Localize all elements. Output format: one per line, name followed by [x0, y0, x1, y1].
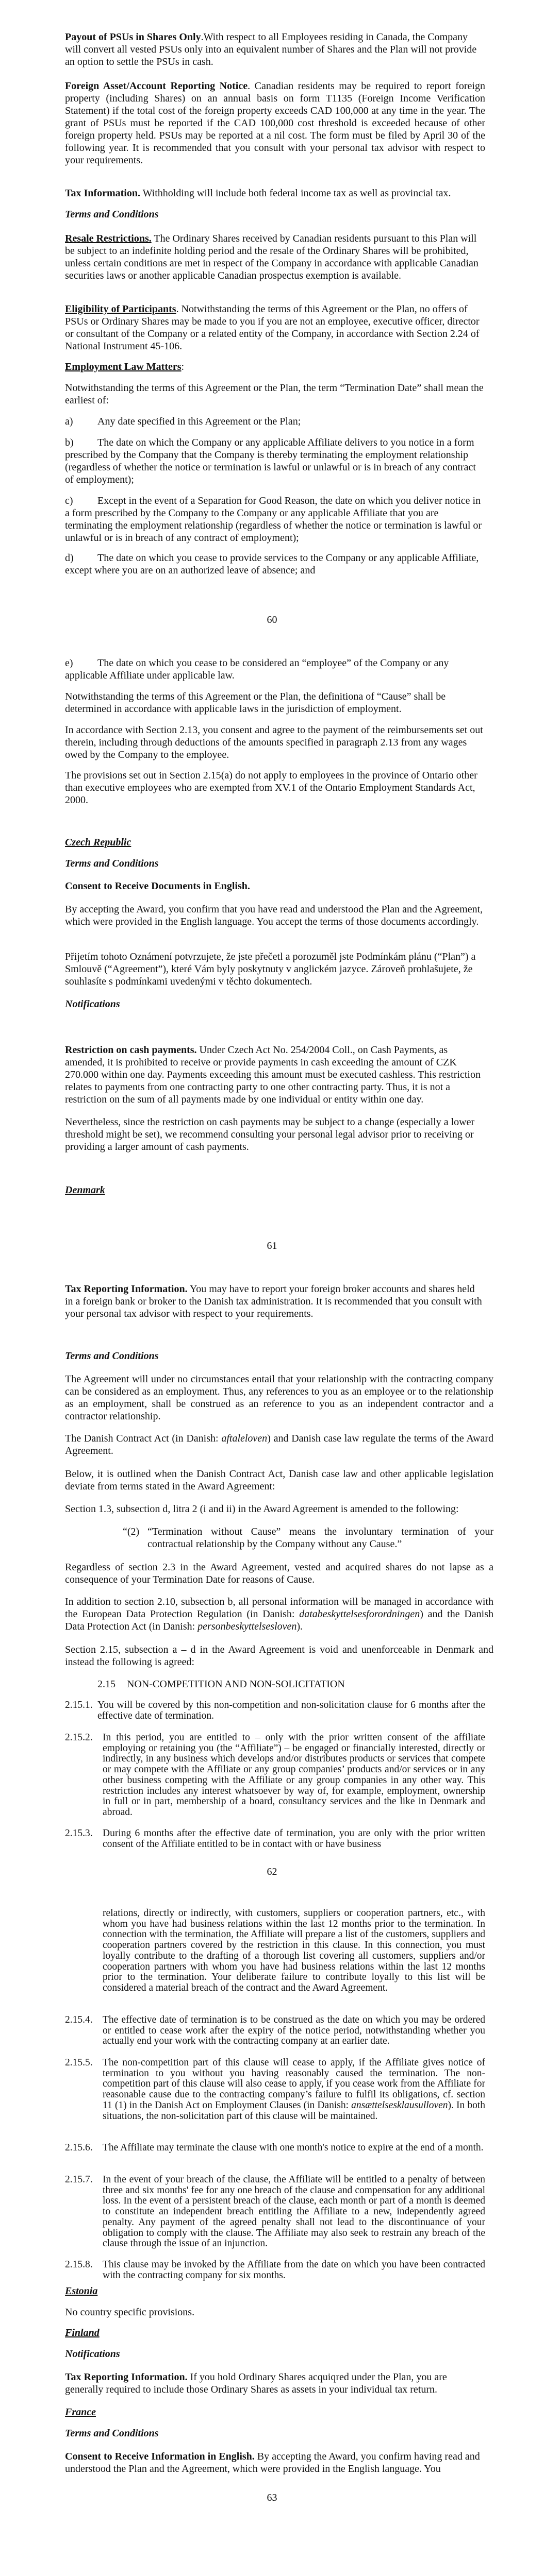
resale-heading: Resale Restrictions.: [65, 233, 152, 244]
list-text: The date on which you cease to provide services to the Company or any applicable Affiliate, except where you are on an authorized leave of absence; and: [65, 552, 479, 576]
list-label: d): [65, 552, 74, 564]
clause-item: [65, 1700, 485, 1721]
denmark-tax-text: You may have to report your foreign broker accounts and shares held in a foreign bank or broker to the Danish tax administration. It is recommended that you consult with your personal tax advisor with respect to your requirements.: [65, 1283, 482, 1319]
clause-heading-title: NON-COMPETITION AND NON-SOLICITATION: [127, 1679, 345, 1690]
payout-text: .With respect to all Employees residing in Canada, the Company will convert all vested PSUs only into an equivalent number of Shares and the Plan will not provide an option to settle the PSUs in cash.: [65, 31, 477, 67]
section-1-3-paragraph: Section 1.3, subsection d, litra 2 (i and ii) in the Award Agreement is amended to the following:: [65, 1503, 459, 1515]
quote-label: “(2): [123, 1526, 140, 1537]
clause-number: 2.15.5.: [65, 2057, 93, 2068]
cause-paragraph: Notwithstanding the terms of this Agreement or the Plan, the definitiona of “Cause” shall be determined in accordance with applicable laws in the jurisdiction of employment.: [65, 691, 446, 715]
payout-paragraph: [65, 31, 485, 68]
list-text: The date on which the Company or any applicable Affiliate delivers to you notice in a form prescribed by the Company that the Company is thereby terminating the employment relationship (regardless of whether the notice or termination is lawful or unlawful or is in breach of any contract of employment);: [65, 437, 476, 485]
clause-number: 2.15.3.: [65, 1828, 93, 1839]
consent-czech-paragraph: Přijetím tohoto Oznámení potvrzujete, že jste přečetl a porozuměl jste Podmínkám plánu (“Plan”) a Smlouvě (“Agreement”), které Vám byly poskytnuty v anglickém jazyce. Zároveň prohlašujete, že souhlasíte s podmínkami uvedenými v těchto dokumentech.: [65, 951, 476, 987]
country-heading-estonia: Estonia: [65, 2285, 98, 2297]
france-consent-heading: Consent to Receive Information in English.: [65, 2451, 255, 2462]
tax-info-heading: Tax Information.: [65, 188, 140, 199]
page-number: 62: [267, 1866, 277, 1877]
resale-text: The Ordinary Shares received by Canadian residents pursuant to this Plan will be subject to an indefinite holding period and the resale of the Ordinary Shares will be prohibited, unless certain conditions are met in respect of the Company in accordance with applicable Canadian securities laws or another applicable Canadian prospectus exemption is available.: [65, 233, 479, 281]
contract-act-danish-term: aftaleloven: [221, 1433, 268, 1444]
clause-number: 2.15.1.: [65, 1700, 93, 1710]
clause-number: 2.15.7.: [65, 2174, 93, 2185]
contract-act-text: The Danish Contract Act (in Danish:: [65, 1433, 222, 1444]
data-protection-paragraph: [65, 1596, 493, 1633]
data-text: ) and the Danish Data Protection Act (in Danish:: [65, 1608, 493, 1632]
data-danish-term: personbeskyttelsesloven: [197, 1621, 297, 1632]
list-text: The date on which you cease to be considered an “employee” of the Company or any applicable Affiliate under applicable law.: [65, 657, 449, 681]
regardless-paragraph: Regardless of section 2.3 in the Award Agreement, vested and acquired shares do not lapse as a consequence of your Termination Date for reasons of Cause.: [65, 1562, 493, 1585]
notifications-heading: Notifications: [65, 2348, 120, 2360]
clause-item: [65, 1733, 485, 1818]
list-label: a): [65, 416, 73, 427]
clause-danish-term: ansættelsesklausulloven: [351, 2099, 448, 2111]
clause-heading: [97, 1678, 458, 1690]
foreign-asset-heading: Foreign Asset/Account Reporting Notice: [65, 80, 248, 92]
clause-text: ). In both situations, the non-solicitation part of this clause will be maintained.: [103, 2099, 485, 2122]
resale-paragraph: [65, 232, 485, 282]
list-label: b): [65, 437, 74, 448]
finland-tax-paragraph: [65, 2371, 485, 2396]
clause-item: [65, 2143, 485, 2154]
eligibility-text: . Notwithstanding the terms of this Agreement or the Plan, no offers of PSUs or Ordinary Shares may be made to you if you are not an employee, executive officer, director or consultant of the Company or a related entity of the Company, in accordance with Section 2.24 of National Instrument 45-106.: [65, 303, 480, 352]
finland-tax-text: If you hold Ordinary Shares acquiqred under the Plan, you are generally required to include those Ordinary Shares as assets in your individual tax return.: [65, 2371, 447, 2395]
clause-text: relations, directly or indirectly, with customers, suppliers or cooperation partners, etc., with whom you have had business relations within the last 12 months prior to the termination. In connection with the termination, the Affiliate will prepare a list of the customers, suppliers and cooperation partners covered by the restriction in this clause. In this connection, you must loyally contribute to the drafting of a thorough list covering all customers, suppliers and/or cooperation partners with whom you have had business relations within the last 12 months prior to the termination. Your deliberate failure to contribute loyally to this list will be considered a material breach of the contract and the Award Agreement.: [103, 1908, 485, 1993]
notifications-heading: Notifications: [65, 998, 120, 1010]
cash-restriction-text: Under Czech Act No. 254/2004 Coll., on Cash Payments, as amended, it is prohibited to receive or provide payments in cash exceeding the amount of CZK 270.000 within one day. Payments exceeding this amount must be executed cashless. This restriction relates to payments from one contracting party to one other contracting party. Thus, it is not a restriction on the sum of all payments made by one individual or entity within one day.: [65, 1044, 481, 1105]
country-heading-denmark: Denmark: [65, 1184, 105, 1196]
quote-text: “Termination without Cause” means the involuntary termination of your contractual relationship by the Company without any Cause.”: [147, 1526, 493, 1550]
terms-heading: Terms and Conditions: [65, 858, 159, 869]
below-paragraph: Below, it is outlined when the Danish Contract Act, Danish case law and other applicable legislation deviate from terms stated in the Award Agreement:: [65, 1468, 493, 1492]
agreement-paragraph: The Agreement will under no circumstances entail that your relationship with the contracting company can be considered as an employment. Thus, any references to you as an employee or to the relationship as an employment, shall be construed as an reference to you as an independent contractor and a contractor relationship.: [65, 1374, 493, 1422]
clause-number: 2.15.6.: [65, 2142, 93, 2153]
terms-heading: Terms and Conditions: [65, 1350, 159, 1362]
data-text: ).: [296, 1621, 303, 1632]
eligibility-heading: Eligibility of Participants: [65, 303, 176, 315]
foreign-asset-text: . Canadian residents may be required to report foreign property (including Shares) on an annual basis on form T1135 (Foreign Income Verification Statement) if the total cost of the foreign property exceeds CAD 100,000 at any time in the year. The grant of PSUs must be reported if the CAD 100,000 cost threshold is exceeded because of other foreign property held. PSUs may be reported at a nil cost. The form must be filed by April 30 of the following year. It is recommended that you consult with your personal tax advisor with respect to your requirements.: [65, 80, 485, 166]
list-item: [65, 415, 485, 428]
employment-heading: Employment Law Matters: [65, 361, 182, 372]
country-heading-finland: Finland: [65, 2327, 100, 2338]
tax-info-paragraph: [65, 187, 485, 199]
list-text: Except in the event of a Separation for Good Reason, the date on which you deliver notice in a form prescribed by the Company to the Company or any applicable Affiliate that you are terminating the employment relationship (regardless of whether the notice or termination is lawful or unlawful or is in breach of any contract of employment);: [65, 495, 482, 544]
country-heading-france: France: [65, 2406, 96, 2418]
list-label: e): [65, 657, 73, 669]
tax-info-text: Withholding will include both federal income tax as well as provincial tax.: [140, 188, 451, 199]
consent-heading: Consent to Receive Documents in English.: [65, 880, 250, 892]
quoted-definition: [123, 1526, 493, 1550]
clause-text: You will be covered by this non-competition and non-solicitation clause for 6 months after the effective date of termination.: [97, 1700, 485, 1721]
clause-text: The Affiliate may terminate the clause with one month's notice to expire at the end of a month.: [103, 2142, 484, 2153]
clause-text: This clause may be invoked by the Affiliate from the date on which you have been contracted with the contracting company for six months.: [103, 2259, 485, 2281]
clause-number: 2.15.2.: [65, 1732, 93, 1743]
clause-item: [65, 2260, 485, 2281]
denmark-tax-heading: Tax Reporting Information.: [65, 1283, 188, 1295]
contract-act-text: ) and Danish case law regulate the terms of the Award Agreement.: [65, 1433, 494, 1456]
clause-item: [65, 2015, 485, 2047]
clause-text: The effective date of termination is to be construed as the date on which you may be ordered or entitled to cease work after the expiry of the notice period, notwithstanding whether you actually end your work with the contracting company at an earlier date.: [103, 2014, 485, 2047]
clause-number: 2.15.4.: [65, 2014, 93, 2025]
france-consent-paragraph: [65, 2450, 485, 2475]
estonia-text: No country specific provisions.: [65, 2307, 195, 2318]
consent-english-paragraph: By accepting the Award, you confirm that you have read and understood the Plan and the Agreement, which were provided in the English language. You accept the terms of those documents accordingly.: [65, 904, 483, 927]
contract-act-paragraph: [65, 1432, 493, 1457]
list-item: [65, 552, 485, 577]
section-2-15-paragraph: Section 2.15, subsection a – d in the Award Agreement is void and unenforceable in Denmark and instead the following is agreed:: [65, 1644, 493, 1668]
eligibility-paragraph: [65, 303, 485, 352]
page-number: 60: [267, 614, 277, 625]
clause-number: 2.15.8.: [65, 2259, 93, 2270]
clause-item: [65, 2175, 485, 2249]
cash-restriction-paragraph: [65, 1044, 485, 1106]
country-heading-czech: Czech Republic: [65, 837, 131, 848]
clause-text: In the event of your breach of the clause, the Affiliate will be entitled to a penalty of between three and six months' fee for any one breach of the clause and compensation for any additional loss. In the event of a persistent breach of the clause, each month or part of a month is deemed to constitute an independent breach entitling the Affiliate to a new, independently agreed penalty. Any payment of the agreed penalty shall not lead to the discontinuance of your obligation to comply with the clause. The Affiliate may also seek to restrain any breach of the clause through the issue of an injunction.: [103, 2174, 485, 2249]
list-item: [65, 657, 485, 682]
terms-heading: Terms and Conditions: [65, 2428, 159, 2439]
list-item: [65, 495, 485, 544]
page-number: 61: [267, 1240, 277, 1251]
data-text: In addition to section 2.10, subsection b, all personal information will be managed in accordance with the European Data Protection Regulation (in Danish:: [65, 1596, 493, 1620]
employment-heading-line: [65, 361, 485, 373]
list-item: [65, 436, 485, 486]
clause-item: [65, 2058, 485, 2122]
foreign-asset-paragraph: [65, 80, 485, 166]
finland-tax-heading: Tax Reporting Information.: [65, 2371, 188, 2383]
nevertheless-paragraph: Nevertheless, since the restriction on cash payments may be subject to a change (especially a lower threshold might be set), we recommend consulting your personal legal advisor prior to receiving or providing a larger amount of cash payments.: [65, 1116, 475, 1153]
clause-item: [65, 1828, 485, 1850]
clause-text: During 6 months after the effective date of termination, you are only with the prior written consent of the Affiliate entitled to be in contact with or have business: [103, 1828, 485, 1850]
list-label: c): [65, 495, 73, 506]
employment-colon: :: [181, 361, 185, 372]
clause-text: In this period, you are entitled to – only with the prior written consent of the affiliate employing or retaining you (the “Affiliate”) – be engaged or financially interested, directly or indirectly, in any business which develops and/or distributes products or services that compete or may compete with the Affiliate or any group companies’ products and/or services or in any other business competing with the Affiliate or any group companies in any other way. This restriction includes any interest whatsoever by way of, for example, employment, ownership in full or in part, membership of a board, consultancy services and the like in Denmark and abroad.: [103, 1732, 485, 1818]
terms-heading: Terms and Conditions: [65, 209, 159, 220]
reimbursements-paragraph: In accordance with Section 2.13, you consent and agree to the payment of the reimbursements set out therein, including through deductions of the amounts specified in paragraph 2.13 from any wages owed by the Company to the employee.: [65, 724, 483, 760]
clause-heading-number: 2.15: [97, 1679, 116, 1690]
payout-heading: Payout of PSUs in Shares Only: [65, 31, 201, 43]
termination-intro: Notwithstanding the terms of this Agreement or the Plan, the term “Termination Date” shall mean the earliest of:: [65, 382, 484, 406]
data-danish-term: databeskyttelsesforordningen: [299, 1608, 420, 1620]
clause-text: The non-competition part of this clause will cease to apply, if the Affiliate gives notice of termination to you without you having reasonably caused the termination. The non-competition part of this clause will also cease to apply, if you cease work from the Affiliate for reasonable cause due to the contracting company’s failure to fulfil its obligations, cf. section 11 (1) in the Danish Act on Employment Clauses (in Danish:: [103, 2057, 485, 2111]
cash-restriction-heading: Restriction on cash payments.: [65, 1044, 197, 1056]
ontario-paragraph: The provisions set out in Section 2.15(a) do not apply to employees in the province of Ontario other than executive employees who are exempted from XV.1 of the Ontario Employment Standards Act, 2000.: [65, 770, 477, 806]
clause-item-continued: [65, 1908, 485, 1994]
france-consent-text: By accepting the Award, you confirm having read and understood the Plan and the Agreement, which were provided in the English language. You: [65, 2451, 480, 2475]
denmark-tax-paragraph: [65, 1283, 485, 1320]
page-number: 63: [267, 2492, 277, 2503]
list-text: Any date specified in this Agreement or the Plan;: [97, 416, 301, 427]
